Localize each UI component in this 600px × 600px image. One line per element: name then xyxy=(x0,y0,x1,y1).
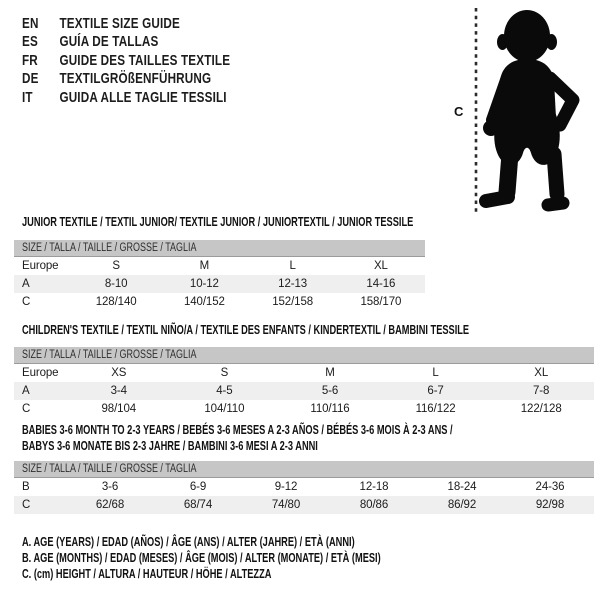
size-header-row xyxy=(14,240,425,257)
row-label-cell: C xyxy=(22,403,31,415)
size-cell: XS xyxy=(111,367,127,379)
row-label-cell: C xyxy=(22,499,31,511)
size-cell: 68/74 xyxy=(183,499,213,511)
size-cell: 86/92 xyxy=(447,499,477,511)
language-list xyxy=(22,14,289,107)
junior-size-table xyxy=(14,240,425,311)
size-cell: 80/86 xyxy=(359,499,389,511)
size-cell: L xyxy=(432,367,439,379)
language-title: GUIDA ALLE TAGLIE TESSILI xyxy=(59,88,227,106)
size-cell: 24-36 xyxy=(535,481,565,493)
language-row-it xyxy=(22,88,289,107)
language-title: TEXTILGRÖßENFÜHRUNG xyxy=(59,70,212,88)
size-cell: 152/158 xyxy=(272,296,314,308)
language-code: EN xyxy=(22,14,39,32)
size-cell: 140/152 xyxy=(183,296,225,308)
size-cell: 18-24 xyxy=(447,481,477,493)
height-figure xyxy=(450,4,600,218)
row-label-cell: Europe xyxy=(22,260,59,272)
table-row xyxy=(14,382,594,400)
footnotes xyxy=(22,534,507,582)
size-cell: 6-7 xyxy=(427,385,444,397)
size-cell: 116/122 xyxy=(415,403,456,415)
size-cell: 14-16 xyxy=(366,278,396,290)
table-row xyxy=(14,496,594,514)
language-row-fr xyxy=(22,51,289,70)
size-cell: 74/80 xyxy=(271,499,301,511)
baby-silhouette xyxy=(483,10,573,205)
language-code: DE xyxy=(22,70,39,88)
language-title: GUIDE DES TAILLES TEXTILE xyxy=(59,51,231,69)
children-size-table xyxy=(14,347,594,418)
size-cell: 3-6 xyxy=(101,481,119,493)
size-cell: 3-4 xyxy=(110,385,127,397)
table-row xyxy=(14,275,425,293)
size-cell: M xyxy=(199,260,210,272)
language-title: GUÍA DE TALLAS xyxy=(59,33,159,51)
size-cell: 9-12 xyxy=(274,481,298,493)
height-measure-label: C xyxy=(454,104,464,119)
size-cell: XL xyxy=(373,260,388,272)
babies-size-table xyxy=(14,461,594,514)
baby-silhouette-icon xyxy=(450,4,600,218)
table-row xyxy=(14,478,594,497)
table-row xyxy=(14,257,425,276)
language-title: TEXTILE SIZE GUIDE xyxy=(59,14,180,32)
junior-table-title: JUNIOR TEXTILE / TEXTIL JUNIOR/ TEXTILE JUNIOR / JUNIORTEXTIL / JUNIOR TESSILE xyxy=(22,215,414,229)
language-row-es xyxy=(22,33,289,52)
size-cell: S xyxy=(220,367,229,379)
row-label-cell: B xyxy=(22,481,30,493)
size-header-band: SIZE / TALLA / TAILLE / GRÖSSE / TAGLIA xyxy=(14,240,425,257)
size-header-band: SIZE / TALLA / TAILLE / GRÖSSE / TAGLIA xyxy=(14,461,594,478)
size-cell: 12-13 xyxy=(278,278,308,290)
size-cell: 4-5 xyxy=(216,385,233,397)
size-cell: 92/98 xyxy=(535,499,565,511)
footnote-age-years: A. AGE (YEARS) / EDAD (AÑOS) / ÂGE (ANS) / ALTER (JAHRE) / ETÀ (ANNI) xyxy=(22,535,355,549)
table-row xyxy=(14,293,425,311)
table-row xyxy=(14,364,594,383)
size-cell: 122/128 xyxy=(520,403,562,415)
row-label-cell: Europe xyxy=(22,367,59,379)
size-cell: 7-8 xyxy=(533,385,550,397)
language-row-en xyxy=(22,14,289,33)
size-header-row xyxy=(14,347,594,364)
size-header-row xyxy=(14,461,594,478)
row-label-cell: A xyxy=(22,278,30,290)
language-code: ES xyxy=(22,33,38,51)
size-cell: M xyxy=(325,367,335,379)
size-header-band: SIZE / TALLA / TAILLE / GRÖSSE / TAGLIA xyxy=(14,347,594,364)
size-cell: S xyxy=(112,260,120,272)
footnote-age-months: B. AGE (MONTHS) / EDAD (MESES) / ÂGE (MOIS) / ALTER (MONATE) / ETÀ (MESI) xyxy=(22,551,381,565)
size-cell: 12-18 xyxy=(359,481,389,493)
size-cell: XL xyxy=(534,367,549,379)
size-cell: L xyxy=(289,260,296,272)
language-code: FR xyxy=(22,51,38,69)
row-label-cell: A xyxy=(22,385,30,397)
size-cell: 5-6 xyxy=(321,385,339,397)
size-cell: 62/68 xyxy=(95,499,125,511)
size-cell: 110/116 xyxy=(310,403,350,415)
size-cell: 98/104 xyxy=(101,403,137,415)
size-cell: 158/170 xyxy=(360,296,402,308)
row-label-cell: C xyxy=(22,296,31,308)
table-row xyxy=(14,400,594,418)
footnote-height: C. (cm) HEIGHT / ALTURA / HAUTEUR / HÖHE / ALTEZZA xyxy=(22,567,272,581)
babies-table-title: BABIES 3-6 MONTH TO 2-3 YEARS / BEBÉS 3-6 MESES A 2-3 AÑOS / BÉBÉS 3-6 MOIS À 2-3 ANS / BABYS 3-6 MONATE BIS 2-3 JAHRE / BAMBINI 3-6 MESI A 2-3 ANNI xyxy=(22,423,453,453)
size-cell: 128/140 xyxy=(95,296,137,308)
size-cell: 104/110 xyxy=(204,403,245,415)
size-cell: 6-9 xyxy=(189,481,207,493)
language-row-de xyxy=(22,70,289,89)
children-table-title: CHILDREN'S TEXTILE / TEXTIL NIÑO/A / TEXTILE DES ENFANTS / KINDERTEXTIL / BAMBINI TESSILE xyxy=(22,323,470,337)
language-code: IT xyxy=(22,88,33,106)
size-cell: 8-10 xyxy=(104,278,128,290)
size-cell: 10-12 xyxy=(189,278,219,290)
